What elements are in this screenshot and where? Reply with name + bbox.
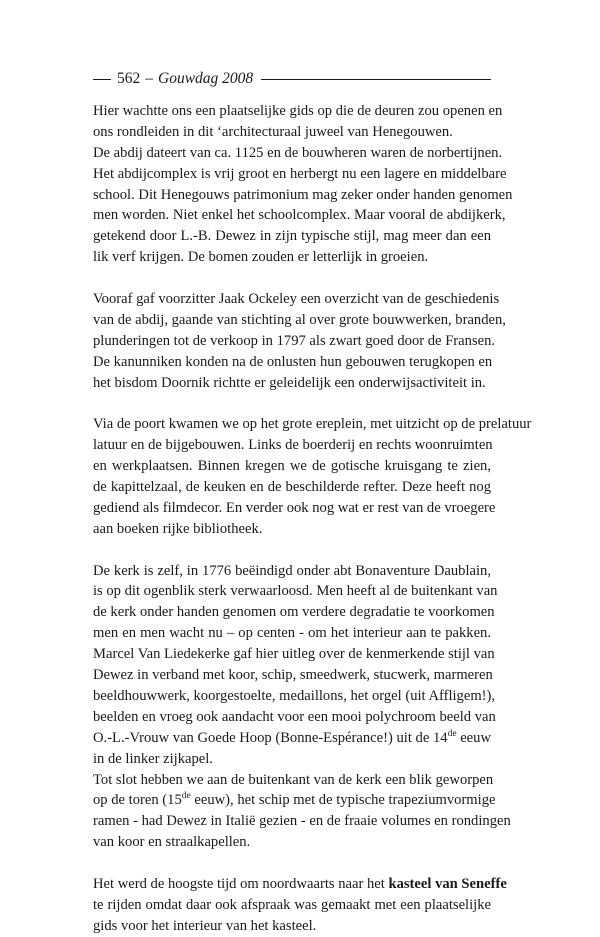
text-line: te rijden omdat daar ook afspraak was gemaakt met een plaatselijke [93, 896, 491, 913]
text-line: Via de poort kwamen we op het grote ereplein, met uitzicht op de prelatuur [93, 416, 532, 433]
text-line: De kerk is zelf, in 1776 beëindigd onder abt Bonaventure Daublain, [93, 562, 491, 579]
text-line: de kapittelzaal, de keuken en de beschilderde refter. Deze heeft nog [93, 479, 491, 496]
text-line: latuur en de bijgebouwen. Links de boerderij en rechts woonruimten [93, 437, 493, 454]
text-line: beeldhouwwerk, koorgestoelte, medaillons, het orgel (uit Affligem!), [93, 687, 496, 704]
text-line: Vooraf gaf voorzitter Jaak Ockeley een overzicht van de geschiedenis [93, 291, 500, 308]
text-line: het bisdom Doornik richtte er geleidelijk een onderwijsactiviteit in. [93, 374, 486, 391]
text-line: gediend als filmdecor. En verder ook nog wat er rest van de vroegere [93, 499, 496, 516]
text-line: en werkplaatsen. Binnen kregen we de gotische kruisgang te zien, [93, 458, 491, 475]
paragraph-1 [93, 101, 513, 268]
paragraph-3 [93, 414, 532, 539]
paragraph-4 [93, 561, 511, 853]
text-segment: Het werd de hoogste tijd om noordwaarts naar het [93, 875, 385, 892]
running-header [93, 69, 491, 89]
text-line: van koor en straalkapellen. [93, 834, 251, 851]
text-line: beelden en vroeg ook aandacht voor een mooi polychroom beeld van [93, 708, 496, 725]
text-line: getekend door L.-B. Dewez in zijn typische stijl, mag meer dan een [93, 228, 491, 245]
text-line: Hier wachtte ons een plaatselijke gids op die de deuren zou openen en [93, 103, 503, 119]
text-segment: O.-L.-Vrouw van Goede Hoop (Bonne-Espérance!) uit de 14 [93, 729, 448, 746]
text-line: school. Dit Henegouws patrimonium mag zeker onder handen genomen [93, 186, 513, 203]
text-line: is op dit ogenblik sterk verwaarloosd. Men heeft al de buitenkant van [93, 583, 498, 600]
text-line: De kanunniken konden na de onlusten hun gebouwen terugkopen en [93, 353, 493, 370]
text-line: men en men wacht nu – op centen - om het interieur aan te pakken. [93, 625, 491, 642]
header-separator: – [145, 70, 153, 87]
text-line: plunderingen tot de verkoop in 1797 als zwart goed door de Fransen. [93, 332, 496, 349]
bold-location: kasteel van Seneffe [388, 875, 507, 892]
text-line-with-bold [93, 874, 507, 895]
text-line: Marcel Van Liedekerke gaf hier uitleg over de kenmerkende stijl van [93, 646, 495, 663]
text-line: van de abdij, gaande van stichting al over grote bouwwerken, branden, [93, 311, 506, 328]
text-line: in de linker zijkapel. [93, 750, 213, 767]
text-line: Tot slot hebben we aan de buitenkant van de kerk een blik geworpen [93, 771, 494, 788]
paragraph-5 [93, 874, 507, 937]
text-line: Het abdijcomplex is vrij groot en herbergt nu een lagere en middelbare [93, 165, 507, 182]
journal-title: Gouwdag 2008 [158, 70, 254, 87]
text-line: de kerk onder handen genomen om verdere degradatie te voorkomen [93, 604, 495, 621]
header-rule [261, 79, 491, 80]
text-line: men worden. Niet enkel het schoolcomplex. Maar vooral de abdijkerk, [93, 207, 506, 224]
page-number: 562 [117, 70, 141, 87]
paragraph-2 [93, 289, 506, 393]
superscript: de [447, 728, 457, 739]
superscript: de [181, 791, 191, 802]
text-line: ramen - had Dewez in Italië gezien - en de fraaie volumes en rondingen [93, 813, 511, 830]
text-segment: op de toren (15 [93, 792, 182, 809]
text-line: De abdij dateert van ca. 1125 en de bouwheren waren de norbertijnen. [93, 144, 503, 161]
text-line: aan boeken rijke bibliotheek. [93, 520, 263, 537]
text-line: lik verf krijgen. De bomen zouden er letterlijk in groeien. [93, 249, 429, 266]
text-line: gids voor het interieur van het kasteel. [93, 917, 317, 934]
body-text [93, 101, 532, 937]
text-segment: eeuw [460, 729, 491, 746]
text-line-with-superscript [93, 790, 496, 811]
text-segment: eeuw), het schip met de typische trapeziumvormige [194, 792, 496, 809]
header-dash [93, 79, 111, 80]
text-line: Dewez in verband met koor, schip, smeedwerk, stucwerk, marmeren [93, 667, 493, 684]
text-line-with-superscript [93, 728, 491, 749]
text-line: ons rondleiden in dit ‘architecturaal juweel van Henegouwen. [93, 123, 453, 140]
